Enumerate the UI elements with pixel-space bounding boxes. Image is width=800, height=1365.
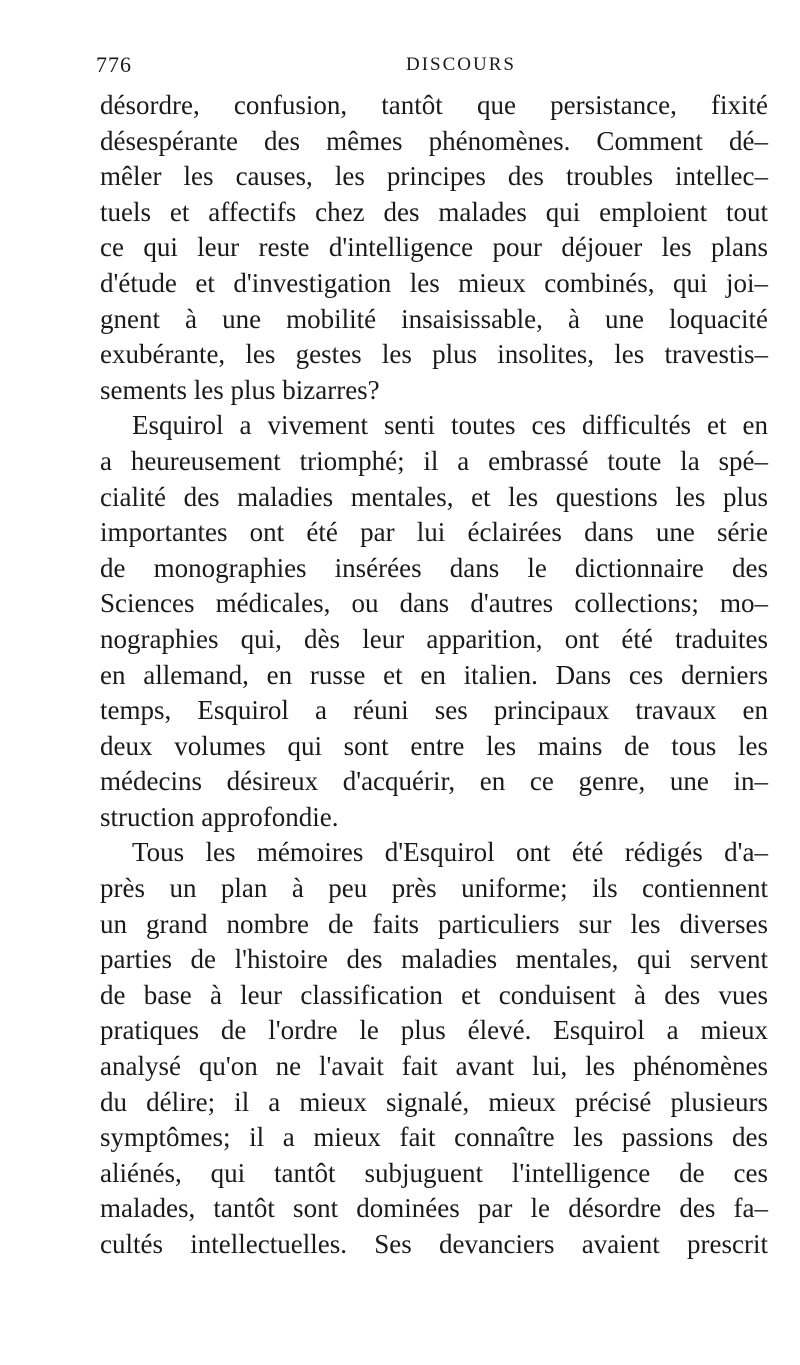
text-line: analysé qu'on ne l'avait fait avant lui, les phénomènes (100, 1051, 768, 1082)
text-line: sements les plus bizarres? (100, 374, 380, 405)
text-line: médecins désireux d'acquérir, en ce genre, une in– (100, 766, 768, 797)
text-line: de base à leur classification et conduisent à des vues (100, 979, 768, 1010)
text-line: symptômes; il a mieux fait connaître les passions des (100, 1122, 768, 1153)
text-line: de monographies insérées dans le dictionnaire des (100, 552, 768, 583)
text-line: importantes ont été par lui éclairées dans une série (100, 517, 768, 548)
text-line: un grand nombre de faits particuliers sur les diverses (100, 908, 768, 939)
text-line: malades, tantôt sont dominées par le désordre des fa– (100, 1193, 768, 1224)
page-number: 776 (96, 52, 132, 77)
text-line: mêler les causes, les principes des troubles intellec– (100, 161, 768, 192)
text-line: pratiques de l'ordre le plus élevé. Esquirol a mieux (100, 1015, 768, 1046)
text-line: deux volumes qui sont entre les mains de tous les (100, 730, 768, 761)
text-line: nographies qui, dès leur apparition, ont été traduites (100, 623, 768, 654)
text-line: temps, Esquirol a réuni ses principaux travaux en (100, 695, 768, 726)
text-line: ce qui leur reste d'intelligence pour déjouer les plans (100, 232, 768, 263)
text-line: du délire; il a mieux signalé, mieux précisé plusieurs (100, 1086, 768, 1117)
running-title: DISCOURS (406, 54, 516, 75)
text-line: désordre, confusion, tantôt que persistance, fixité (100, 90, 768, 120)
text-line: d'étude et d'investigation les mieux combinés, qui joi– (100, 267, 768, 298)
text-line: parties de l'histoire des maladies mentales, qui servent (100, 944, 768, 975)
text-line: Esquirol a vivement senti toutes ces difficultés et en (132, 410, 768, 441)
text-line: en allemand, en russe et en italien. Dans ces derniers (100, 659, 768, 690)
text-line: a heureusement triomphé; il a embrassé toute la spé– (100, 445, 768, 476)
text-line: Sciences médicales, ou dans d'autres collections; mo– (100, 588, 768, 619)
text-line: Tous les mémoires d'Esquirol ont été rédigés d'a– (132, 837, 768, 868)
text-line: exubérante, les gestes les plus insolites, les travestis– (100, 339, 768, 370)
text-line: struction approfondie. (100, 801, 339, 832)
text-line: gnent à une mobilité insaisissable, à une loquacité (100, 303, 768, 334)
text-line: tuels et affectifs chez des malades qui emploient tout (100, 196, 768, 227)
text-line: désespérante des mêmes phénomènes. Comment dé– (100, 125, 768, 156)
text-line: cultés intellectuelles. Ses devanciers avaient prescrit (100, 1229, 768, 1259)
body-text (100, 88, 768, 1263)
text-line: près un plan à peu près uniforme; ils contiennent (100, 873, 768, 904)
page-header (96, 52, 736, 82)
text-line: aliénés, qui tantôt subjuguent l'intelligence de ces (100, 1157, 768, 1188)
text-line: cialité des maladies mentales, et les questions les plus (100, 481, 768, 512)
